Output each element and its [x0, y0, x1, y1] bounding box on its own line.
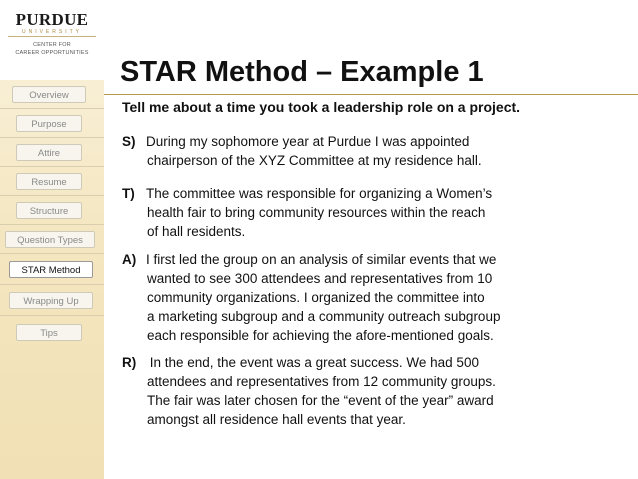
star-section-situation — [122, 132, 482, 170]
section-line: During my sophomore year at Purdue I was appointed — [146, 134, 470, 149]
sidebar-item-resume[interactable]: Resume — [16, 173, 82, 190]
interview-question: Tell me about a time you took a leadership role on a project. — [122, 99, 521, 115]
sidebar-item-question-types[interactable]: Question Types — [5, 231, 95, 248]
sidebar-divider — [0, 315, 104, 316]
sidebar-item-structure[interactable]: Structure — [16, 202, 82, 219]
sidebar — [0, 0, 104, 479]
sidebar-item-wrapping-up[interactable]: Wrapping Up — [9, 292, 93, 309]
section-line: The committee was responsible for organizing a Women’s — [146, 186, 493, 201]
sidebar-divider — [0, 253, 104, 254]
section-line: community organizations. I organized the committee into — [147, 290, 485, 305]
section-label: A) — [122, 252, 137, 267]
section-label: T) — [122, 186, 135, 201]
page-title: STAR Method – Example 1 — [120, 56, 484, 88]
sidebar-item-tips[interactable]: Tips — [16, 324, 82, 341]
star-section-task — [122, 184, 492, 241]
logo-center-line2: CAREER OPPORTUNITIES — [15, 50, 89, 56]
sidebar-item-purpose[interactable]: Purpose — [16, 115, 82, 132]
star-section-result — [122, 353, 496, 429]
section-line: a marketing subgroup and a community outreach subgroup — [147, 309, 501, 324]
sidebar-item-star-method[interactable]: STAR Method — [9, 261, 93, 278]
section-line: attendees and representatives from 12 community groups. — [147, 374, 496, 389]
section-line: health fair to bring community resources within the reach — [147, 205, 486, 220]
star-section-action — [122, 250, 500, 345]
logo-divider — [8, 36, 96, 37]
section-label: S) — [122, 134, 136, 149]
title-divider — [104, 94, 638, 95]
logo-wordmark: PURDUE — [15, 10, 89, 29]
section-line: In the end, the event was a great success. We had 500 — [146, 355, 479, 370]
sidebar-divider — [0, 284, 104, 285]
sidebar-divider — [0, 224, 104, 225]
purdue-logo — [0, 0, 104, 80]
sidebar-item-overview[interactable]: Overview — [12, 86, 86, 103]
logo-center-line1: CENTER FOR — [33, 42, 71, 48]
section-label: R) — [122, 355, 137, 370]
section-line: The fair was later chosen for the “event of the year” award — [147, 393, 494, 408]
section-line: of hall residents. — [147, 224, 246, 239]
section-line: wanted to see 300 attendees and representatives from 10 — [147, 271, 493, 286]
sidebar-divider — [0, 108, 104, 109]
sidebar-divider — [0, 166, 104, 167]
sidebar-divider — [0, 195, 104, 196]
sidebar-divider — [0, 137, 104, 138]
section-line: chairperson of the XYZ Committee at my residence hall. — [147, 153, 482, 168]
section-line: each responsible for achieving the afore-mentioned goals. — [147, 328, 494, 343]
sidebar-item-attire[interactable]: Attire — [16, 144, 82, 161]
section-line: I first led the group on an analysis of similar events that we — [146, 252, 497, 267]
section-line: amongst all residence hall events that year. — [147, 412, 406, 427]
logo-subtitle: UNIVERSITY — [21, 29, 82, 35]
